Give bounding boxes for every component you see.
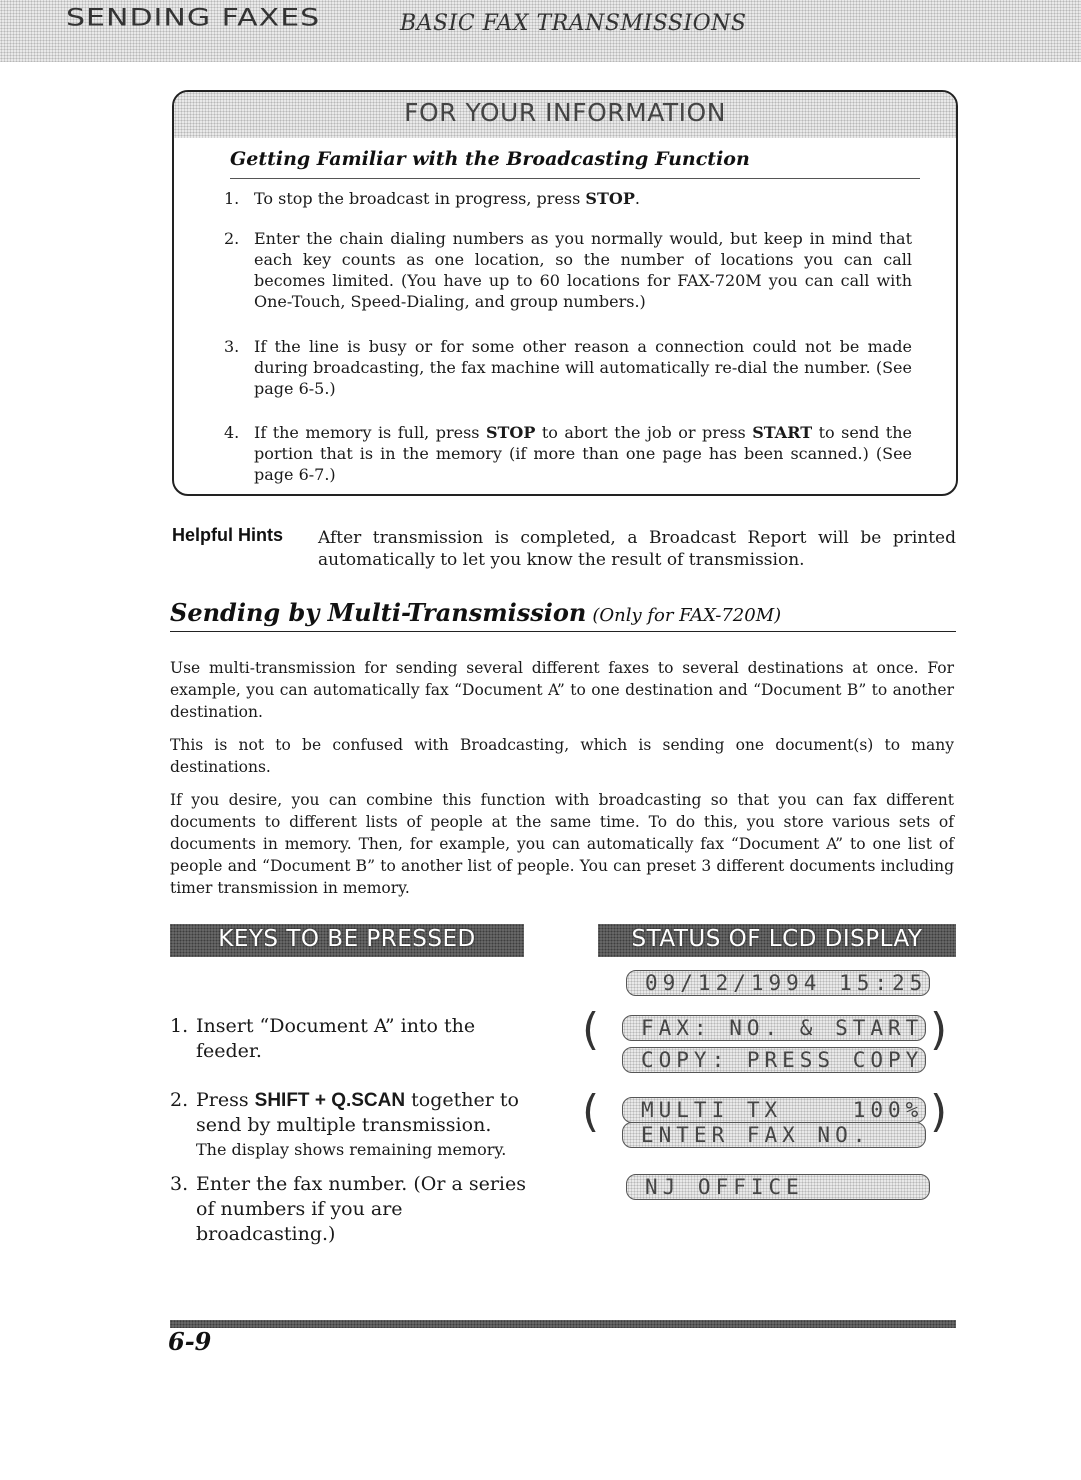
item-text: To stop the broadcast in progress, press (254, 189, 586, 208)
section-heading-text: Sending by Multi-Transmission (170, 598, 587, 627)
item-text: . (634, 189, 640, 208)
lcd-display (622, 1122, 926, 1148)
step (170, 1088, 530, 1160)
section-title: SENDING FAXES (66, 4, 321, 32)
alternating-arrow-icon: ) (930, 1086, 948, 1137)
lcd-display (626, 1174, 930, 1200)
key-name: STOP (485, 423, 536, 442)
item-number: 4. (224, 423, 240, 442)
key-name: STOP (585, 189, 635, 208)
divider (230, 178, 920, 179)
step-number: 2. (170, 1089, 189, 1111)
item-number: 3. (224, 337, 240, 356)
lcd-display (626, 970, 930, 996)
keys-header-text: KEYS TO BE PRESSED (218, 926, 476, 952)
item-text: Enter the chain dialing numbers as you normally would, but keep in mind that each key counts as one location, so the number of locations you can call becomes limited. (You have up to 60 locations for FAX-720M you can call with One-Touch, Speed-Dialing, and group numbers.) (254, 229, 912, 311)
lcd-header-text: STATUS OF LCD DISPLAY (631, 926, 923, 952)
hints-text: After transmission is completed, a Broadcast Report will be printed automatically to let you know the result of transmission. (318, 528, 956, 570)
lcd-display (622, 1047, 926, 1073)
item-text: to abort the job or press (535, 423, 753, 442)
lcd-text: FAX: NO. & START (641, 1016, 924, 1040)
info-item (224, 228, 912, 312)
lcd-text: NJ OFFICE (645, 1175, 804, 1199)
lcd-text: COPY: PRESS COPY (641, 1048, 924, 1072)
step-text: Insert “Document A” into the feeder. (196, 1015, 476, 1062)
key-combo: SHIFT + Q.SCAN (254, 1090, 406, 1111)
chapter-title: BASIC FAX TRANSMISSIONS (400, 11, 747, 36)
divider (170, 631, 956, 632)
lcd-text: ENTER FAX NO. (641, 1123, 871, 1147)
keys-header (170, 924, 524, 957)
footer-rule (170, 1320, 956, 1328)
key-name: START (752, 423, 813, 442)
hints-label: Helpful Hints (172, 525, 283, 545)
info-box-header (174, 92, 956, 138)
info-box-title: FOR YOUR INFORMATION (404, 98, 726, 127)
lcd-text: MULTI TX 100% (641, 1098, 924, 1122)
lcd-text: 09/12/1994 15:25 (645, 971, 928, 995)
lcd-display (622, 1015, 926, 1041)
paragraph: If you desire, you can combine this function with broadcasting so that you can fax different documents to different lists of people at the same time. To do this, you store various sets of documents in memory. Then, for example, you can automatically fax “Document A” to one list of people and “Document B” to another list of people. You can preset 3 different documents including timer transmission in memory. (170, 791, 954, 897)
step (170, 1172, 530, 1247)
step-number: 1. (170, 1015, 189, 1037)
info-box-subtitle: Getting Familiar with the Broadcasting Function (230, 148, 750, 170)
step-text: Enter the fax number. (Or a series of numbers if you are broadcasting.) (196, 1173, 526, 1245)
info-item (224, 422, 912, 485)
alternating-arrow-icon: ) (930, 1004, 948, 1055)
paragraph: This is not to be confused with Broadcasting, which is sending one document(s) to many destinations. (170, 736, 954, 776)
step-note: The display shows remaining memory. (196, 1140, 507, 1159)
info-box (172, 90, 958, 496)
section-heading (170, 598, 781, 627)
lcd-display (622, 1097, 926, 1123)
alternating-arrow-icon: ( (582, 1086, 600, 1137)
step-number: 3. (170, 1173, 189, 1195)
lcd-header (598, 924, 956, 957)
alternating-arrow-icon: ( (582, 1004, 600, 1055)
step-text: together to send by multiple transmission. (196, 1089, 519, 1136)
item-text: to send the portion that is in the memory (if more than one page has been scanned.) (See page 6-7.) (254, 423, 912, 484)
step (170, 1014, 530, 1064)
item-text: If the line is busy or for some other reason a connection could not be made during broadcasting, the fax machine will automatically re-dial the number. (See page 6-5.) (254, 337, 912, 398)
step-text: Press (196, 1089, 255, 1111)
info-item (224, 336, 912, 399)
page-header (0, 0, 1081, 62)
page-number: 6-9 (168, 1327, 212, 1356)
item-number: 2. (224, 229, 240, 248)
item-number: 1. (224, 189, 240, 208)
paragraph: Use multi-transmission for sending several different faxes to several destinations at once. For example, you can automatically fax “Document A” to one destination and “Document B” to another destination. (170, 659, 954, 721)
section-heading-note: (Only for FAX-720M) (592, 605, 782, 626)
item-text: If the memory is full, press (254, 423, 486, 442)
info-item (224, 188, 912, 209)
